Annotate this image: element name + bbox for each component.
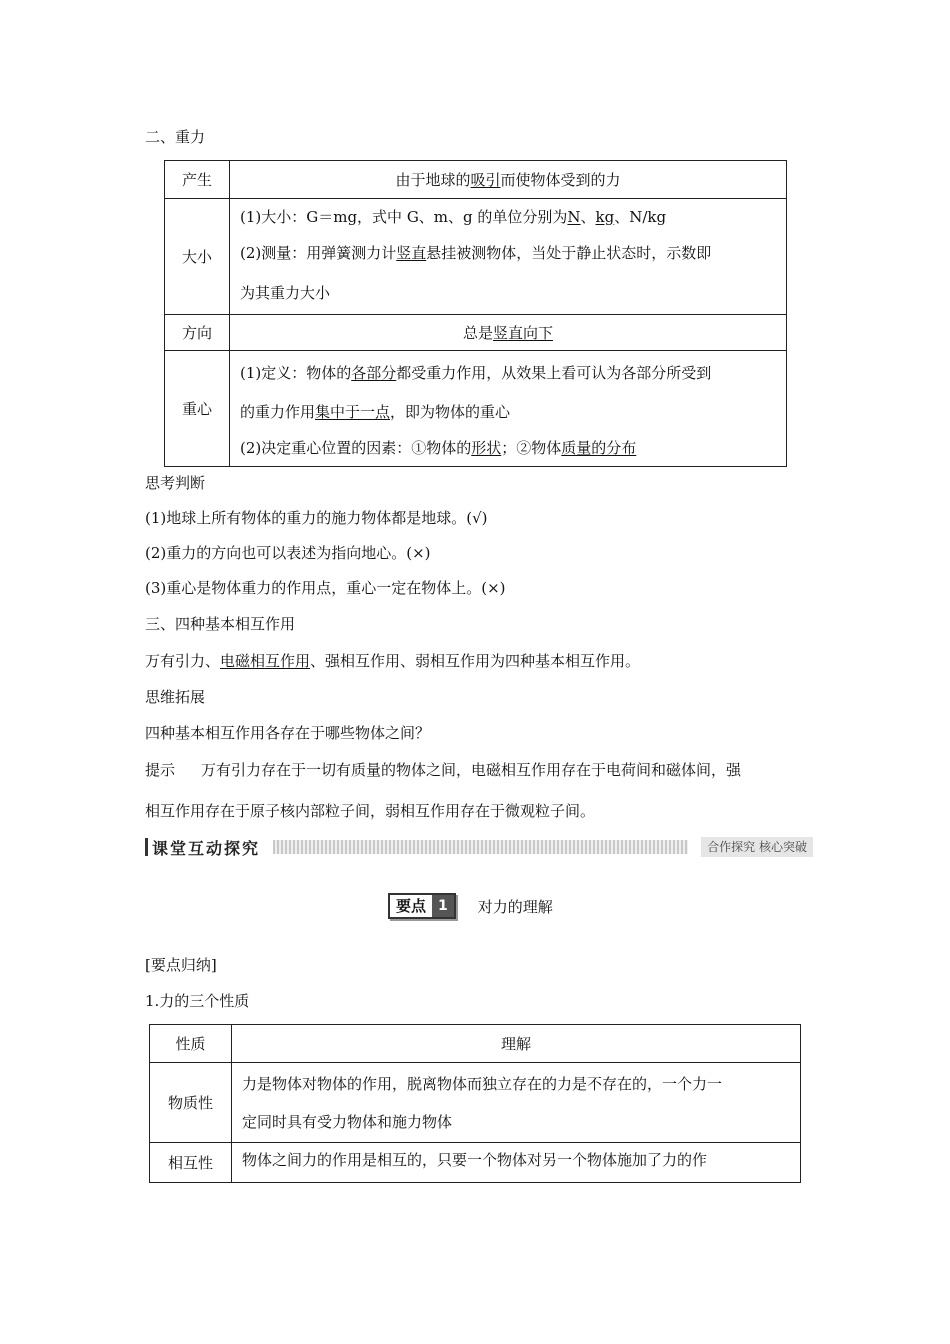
- row-value-direction: [230, 315, 787, 351]
- text-segment: (1)大小：G＝mg，式中 G、m、g 的单位分别为: [240, 207, 568, 226]
- property-label-mutual: 相互性: [150, 1143, 232, 1183]
- keypoint-heading: 对力的理解: [477, 897, 553, 916]
- row-label-direction: 方向: [165, 315, 230, 351]
- property-label-material: 物质性: [150, 1063, 232, 1143]
- text-line: 力是物体对物体的作用，脱离物体而独立存在的力是不存在的，一个力一: [242, 1074, 723, 1093]
- text-segment: (2)决定重心位置的因素：①物体的: [240, 438, 472, 457]
- banner-subtitle: 合作探究 核心突破: [701, 837, 813, 857]
- table-row: [150, 1025, 801, 1063]
- table-row: [165, 199, 787, 315]
- expand-hint-line-1: [145, 760, 741, 780]
- hint-label: 提示: [145, 761, 176, 779]
- expand-question: 四种基本相互作用各存在于哪些物体之间？: [145, 724, 431, 742]
- section-heading-interactions: 三、四种基本相互作用: [145, 615, 296, 633]
- banner-left: [145, 836, 260, 858]
- text-segment: (1)定义：物体的: [240, 363, 352, 382]
- text-segment: 、N/kg: [614, 207, 667, 226]
- text-line: 物体之间力的作用是相互的，只要一个物体对另一个物体施加了力的作: [242, 1150, 708, 1169]
- thinking-item-2: (2)重力的方向也可以表述为指向地心。(×): [145, 544, 431, 562]
- expand-hint-line-2: 相互作用存在于原子核内部粒子间，弱相互作用存在于微观粒子间。: [145, 802, 596, 820]
- text-segment: 万有引力、: [145, 652, 221, 670]
- interactions-sentence: [145, 651, 640, 671]
- underlined-answer: 质量的分布: [561, 438, 637, 457]
- table-row: [150, 1143, 801, 1183]
- gravity-table: [164, 160, 787, 467]
- table-row: [165, 161, 787, 199]
- section-heading-gravity: 二、重力: [145, 128, 206, 146]
- underlined-answer: 集中于一点: [315, 402, 391, 421]
- size-line-1: [240, 202, 776, 232]
- banner-title: 课堂互动探究: [152, 838, 261, 858]
- row-value-source: [230, 161, 787, 199]
- row-label-source: 产生: [165, 161, 230, 199]
- keypoint-title: [388, 893, 553, 919]
- table-row: [165, 315, 787, 351]
- underlined-answer: kg: [595, 207, 615, 226]
- thinking-heading: 思考判断: [145, 474, 206, 492]
- text-segment: ，即为物体的重心: [390, 402, 511, 421]
- properties-table: [149, 1024, 801, 1183]
- property-value-mutual: [232, 1143, 801, 1183]
- thinking-item-1: (1)地球上所有物体的重力的施力物体都是地球。(√): [145, 509, 488, 527]
- text-segment: 、: [580, 207, 596, 226]
- text-segment: 、强相互作用、弱相互作用为四种基本相互作用。: [310, 652, 641, 670]
- underlined-answer: N: [567, 207, 581, 226]
- table-row: [150, 1063, 801, 1143]
- center-line-2: [240, 393, 776, 431]
- center-line-1: [240, 353, 776, 393]
- header-col1: 性质: [150, 1025, 232, 1063]
- keypoint-badge: [388, 893, 456, 919]
- summary-subheading: 1.力的三个性质: [145, 992, 250, 1010]
- text-segment: 总是: [462, 324, 493, 342]
- text-segment: (2)测量：用弹簧测力计: [240, 243, 397, 262]
- text-segment: 而使物体受到的力: [500, 171, 621, 189]
- underlined-answer: 吸引: [470, 171, 501, 189]
- underlined-answer: 电磁相互作用: [220, 652, 311, 670]
- thinking-item-3: (3)重心是物体重力的作用点，重心一定在物体上。(×): [145, 579, 506, 597]
- underlined-answer: 形状: [471, 438, 502, 457]
- underlined-answer: 各部分: [351, 363, 397, 382]
- keypoint-number: 1: [432, 895, 454, 917]
- text-segment: 由于地球的: [395, 171, 471, 189]
- expand-heading: 思维拓展: [145, 688, 206, 706]
- text-segment: 都受重力作用，从效果上看可认为各部分所受到: [396, 363, 712, 382]
- keypoint-label: 要点: [390, 895, 432, 917]
- underlined-answer: 竖直向下: [493, 324, 554, 342]
- text-segment: 的重力作用: [240, 402, 316, 421]
- banner-divider: [273, 840, 688, 854]
- text-segment: 万有引力存在于一切有质量的物体之间，电磁相互作用存在于电荷间和磁体间，强: [201, 761, 742, 779]
- property-value-material: [232, 1063, 801, 1143]
- table-row: [165, 351, 787, 467]
- row-value-center: [230, 351, 787, 467]
- row-label-size: 大小: [165, 199, 230, 315]
- size-line-3: 为其重力大小: [240, 283, 331, 302]
- row-label-center: 重心: [165, 351, 230, 467]
- section-banner: [145, 836, 813, 858]
- text-segment: 悬挂被测物体，当处于静止状态时，示数即: [426, 243, 712, 262]
- size-line-2: [240, 232, 776, 274]
- banner-bar: [145, 838, 148, 856]
- text-line: 定同时具有受力物体和施力物体: [242, 1112, 453, 1131]
- underlined-answer: 竖直: [396, 243, 427, 262]
- summary-tag: [要点归纳]: [145, 956, 217, 974]
- center-line-3: [240, 431, 776, 465]
- text-segment: ；②物体: [501, 438, 562, 457]
- header-col2: 理解: [232, 1025, 801, 1063]
- row-value-size: [230, 199, 787, 315]
